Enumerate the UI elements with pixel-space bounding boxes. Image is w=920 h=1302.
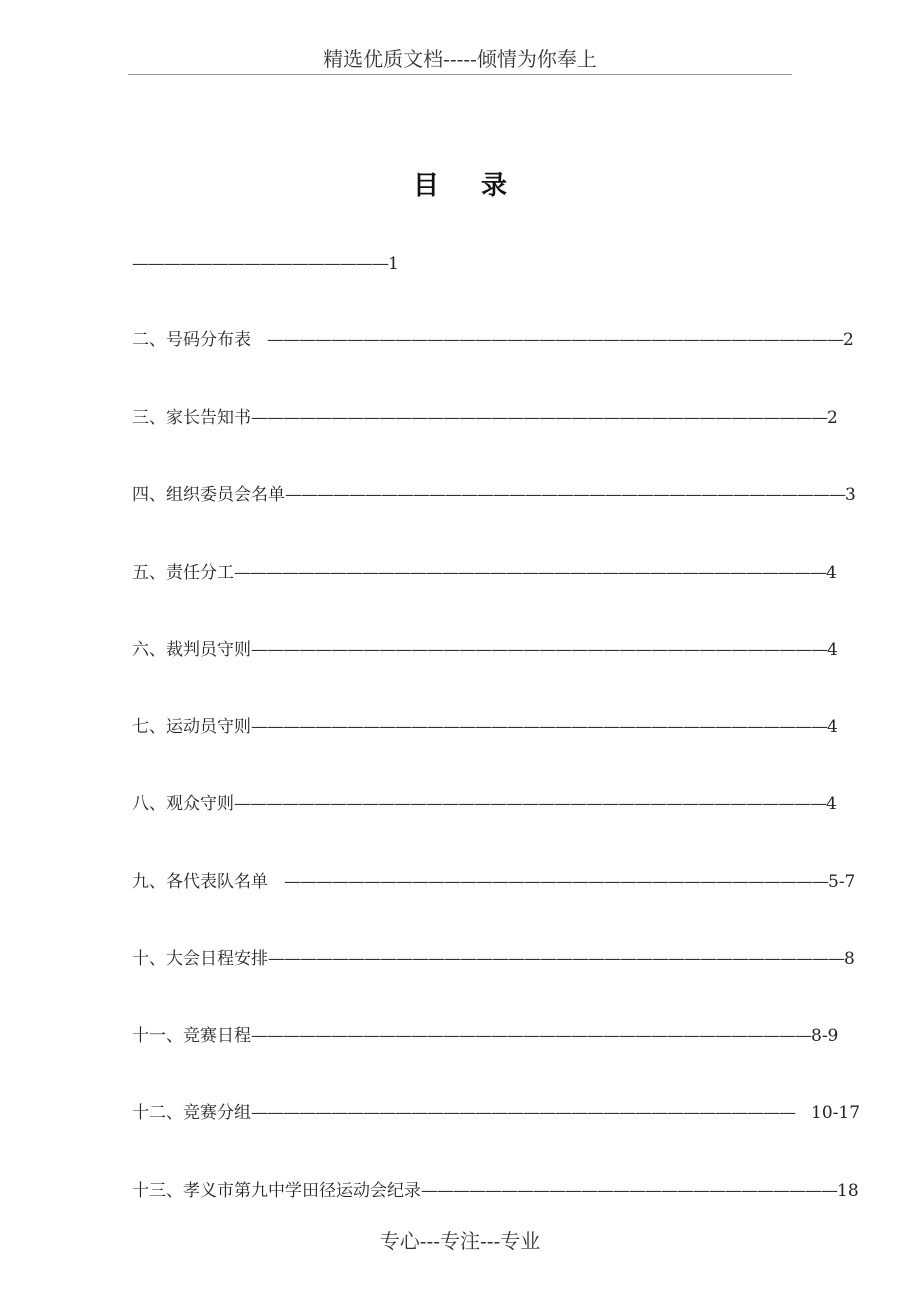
- toc-entry: [132, 403, 838, 433]
- toc-label: 八、观众守则: [132, 794, 234, 814]
- toc-label: 十二、竞赛分组: [132, 1103, 251, 1123]
- toc-entry: [132, 480, 856, 510]
- toc-entry: [132, 1176, 859, 1206]
- toc-label: 六、裁判员守则: [132, 640, 251, 660]
- toc-label: 七、运动员守则: [132, 717, 251, 737]
- toc-entry: [132, 712, 838, 742]
- toc-leader: —————————————————————————————————————: [234, 794, 826, 814]
- toc-entry: [132, 1098, 860, 1128]
- toc-leader: ——————————————————————————: [421, 1181, 837, 1201]
- toc-page: 4: [826, 794, 837, 814]
- header-text: 精选优质文档-----倾情为你奉上: [323, 47, 597, 71]
- toc-leader: ————————————————————————————————————: [251, 330, 843, 350]
- toc-entry: [132, 558, 837, 588]
- toc-leader: ———————————————————————————————————: [251, 1026, 811, 1046]
- toc-page: 8-9: [811, 1026, 839, 1046]
- toc-page: 4: [827, 717, 838, 737]
- toc-leader: ————————————————————————————————————: [251, 408, 827, 428]
- toc-leader: ——————————————————————————————————: [251, 1103, 811, 1123]
- toc-page: 18: [837, 1181, 859, 1201]
- toc-leader: ————————————————————————————————————: [251, 640, 827, 660]
- page-footer: [0, 1226, 920, 1256]
- toc-entry: [132, 249, 399, 279]
- toc-entry: [132, 635, 838, 665]
- toc-label: 十、大会日程安排: [132, 949, 268, 969]
- toc-label: 十三、孝义市第九中学田径运动会纪录: [132, 1181, 421, 1201]
- toc-leader: ————————————————————————————————————: [251, 717, 827, 737]
- toc-entry: [132, 867, 855, 897]
- toc-entry: [132, 325, 854, 355]
- toc-leader: ————————————————————————————————————: [268, 949, 844, 969]
- toc-entry: [132, 789, 837, 819]
- toc-label: 四、组织委员会名单: [132, 485, 285, 505]
- toc-leader: ——————————————————————————————————: [268, 872, 828, 892]
- toc-leader: —————————————————————————————————————: [234, 563, 826, 583]
- toc-page: 5-7: [828, 872, 856, 892]
- toc-label: 九、各代表队名单: [132, 872, 268, 892]
- page-title: 目录: [412, 171, 549, 201]
- toc-label: 五、责任分工: [132, 563, 234, 583]
- toc-page: 4: [826, 563, 837, 583]
- toc-leader: ————————————————: [132, 254, 388, 274]
- toc-page: 2: [843, 330, 854, 350]
- page-header: [128, 44, 792, 75]
- toc-label: 二、号码分布表: [132, 330, 251, 350]
- toc-page: 3: [845, 485, 856, 505]
- toc-page: 2: [827, 408, 838, 428]
- toc-leader: ———————————————————————————————————: [285, 485, 845, 505]
- toc-page: 8: [844, 949, 855, 969]
- toc-page: 1: [388, 254, 399, 274]
- toc-label: 三、家长告知书: [132, 408, 251, 428]
- footer-text: 专心---专注---专业: [379, 1229, 541, 1253]
- toc-label: 十一、竞赛日程: [132, 1026, 251, 1046]
- toc-page: 10-17: [811, 1103, 861, 1123]
- toc-page: 4: [827, 640, 838, 660]
- toc-entry: [132, 944, 855, 974]
- toc-entry: [132, 1021, 838, 1051]
